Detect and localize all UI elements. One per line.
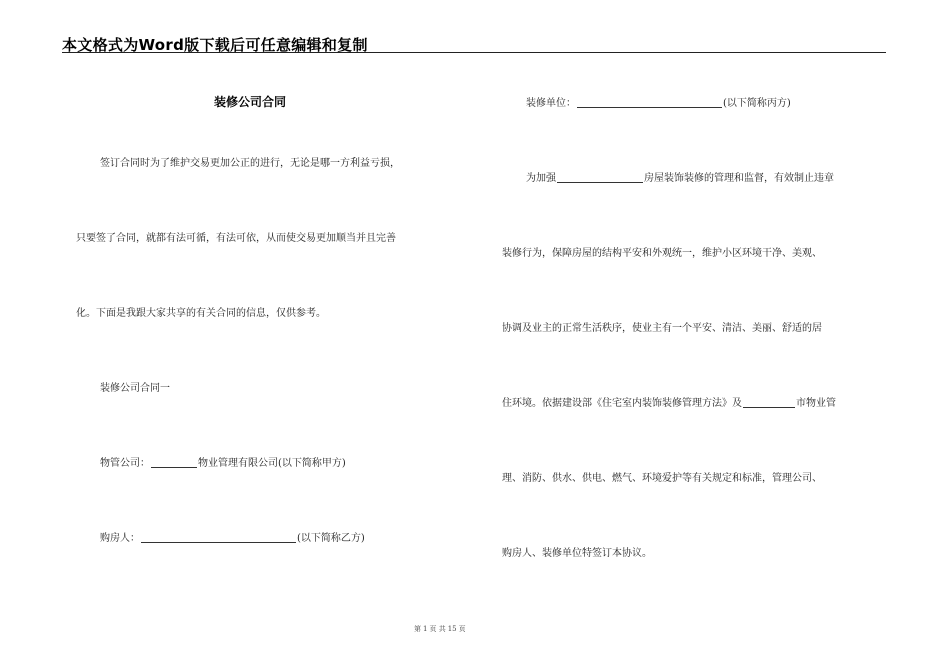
paragraph-4-prefix: 住环境。依据建设部《住宅室内装饰装修管理方法》及 xyxy=(502,398,742,409)
property-company-suffix: 物业管理有限公司(以下简称甲方) xyxy=(198,458,346,469)
paragraph-line-3: 协调及业主的正常生活秩序，使业主有一个平安、清洁、美丽、舒适的居 xyxy=(502,323,822,334)
header-title: 本文格式为Word版下载后可任意编辑和复制 xyxy=(62,36,368,54)
intro-line-3: 化。下面是我跟大家共享的有关合同的信息，仅供参考。 xyxy=(76,308,326,319)
paragraph-line-2: 装修行为，保障房屋的结构平安和外观统一，维护小区环境干净、美观、 xyxy=(502,248,822,259)
paragraph-line-4 xyxy=(502,394,836,409)
decorator-suffix: (以下简称丙方) xyxy=(723,98,791,109)
document-title: 装修公司合同 xyxy=(214,95,287,109)
paragraph-4-suffix: 市物业管 xyxy=(796,398,836,409)
total-pages-number: 15 xyxy=(447,625,457,633)
paragraph-line-6: 购房人、装修单位特签订本协议。 xyxy=(502,548,652,559)
intro-line-1: 签订合同时为了维护交易更加公正的进行，无论是哪一方利益亏损， xyxy=(100,158,400,169)
buyer-blank xyxy=(141,532,296,543)
paragraph-1-blank xyxy=(557,172,643,183)
page-label-prefix: 第 xyxy=(414,625,421,633)
paragraph-line-1 xyxy=(526,169,834,184)
intro-line-2: 只要签了合同，就都有法可循，有法可依，从而使交易更加顺当并且完善 xyxy=(76,233,396,244)
paragraph-line-5: 理、消防、供水、供电、燃气、环境爱护等有关规定和标准，管理公司、 xyxy=(502,473,822,484)
buyer-line xyxy=(100,529,365,544)
paragraph-1-prefix: 为加强 xyxy=(526,173,556,184)
decorator-line xyxy=(526,94,791,109)
property-company-blank xyxy=(151,457,197,468)
page-number-footer xyxy=(413,624,467,634)
paragraph-1-suffix: 房屋装饰装修的管理和监督，有效制止违章 xyxy=(644,173,834,184)
section-heading: 装修公司合同一 xyxy=(100,383,170,394)
page-label-mid: 页 共 xyxy=(429,625,446,633)
paragraph-4-blank xyxy=(743,397,795,408)
buyer-label: 购房人： xyxy=(100,533,140,544)
property-company-line xyxy=(100,454,346,469)
header-divider xyxy=(62,52,886,53)
current-page-number: 1 xyxy=(423,625,428,633)
decorator-blank xyxy=(577,97,722,108)
property-company-label: 物管公司： xyxy=(100,458,150,469)
page-label-suffix: 页 xyxy=(458,625,466,633)
buyer-suffix: (以下简称乙方) xyxy=(297,533,365,544)
decorator-label: 装修单位： xyxy=(526,98,576,109)
